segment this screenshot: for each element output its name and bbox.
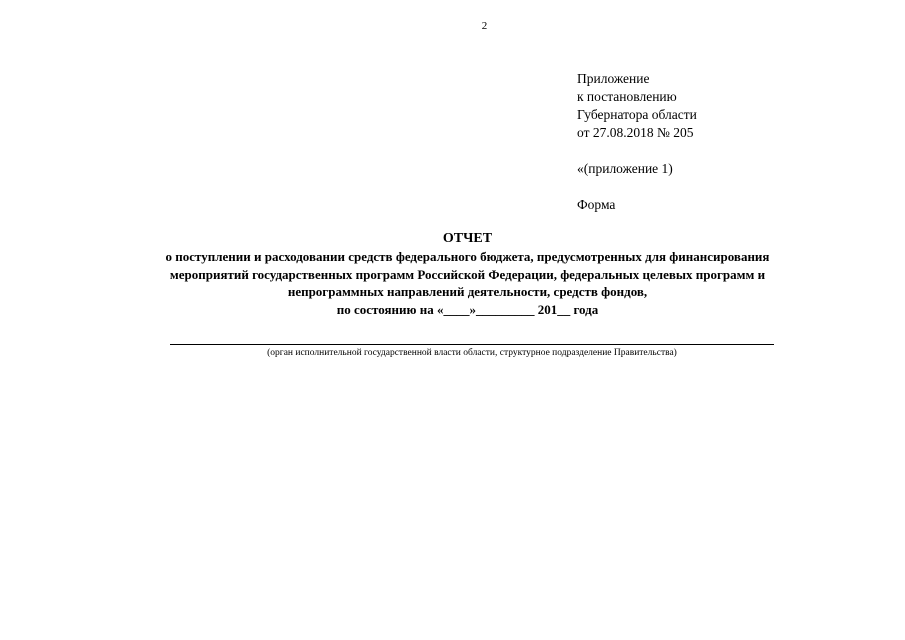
report-subtitle-line-2: мероприятий государственных программ Российской Федерации, федеральных целевых программ и	[169, 266, 766, 282]
page-number: 2	[481, 20, 488, 32]
appendix-line-4: от 27.08.2018 № 205	[577, 125, 694, 140]
report-title: ОТЧЕТ	[442, 231, 493, 246]
appendix-line-2: к постановлению	[577, 89, 677, 104]
appendix-line-1: Приложение	[577, 71, 650, 86]
report-subtitle-line-1: о поступлении и расходовании средств федерального бюджета, предусмотренных для финансирования	[165, 249, 770, 264]
report-date-line: по состоянию на «____»_________ 201__ года	[336, 301, 599, 317]
org-caption: (орган исполнительной государственной власти области, структурное подразделение Правительства)	[267, 348, 677, 358]
appendix-block	[577, 70, 697, 214]
appendix-line-3: Губернатора области	[577, 107, 697, 122]
org-fill-line	[170, 344, 774, 345]
report-title-block	[0, 230, 905, 318]
spacer	[577, 178, 697, 196]
spacer	[577, 142, 697, 160]
form-label: Форма	[577, 197, 616, 212]
report-subtitle-line-3: непрограммных направлений деятельности, средств фондов,	[287, 284, 648, 299]
appendix-reference: «(приложение 1)	[577, 161, 673, 176]
